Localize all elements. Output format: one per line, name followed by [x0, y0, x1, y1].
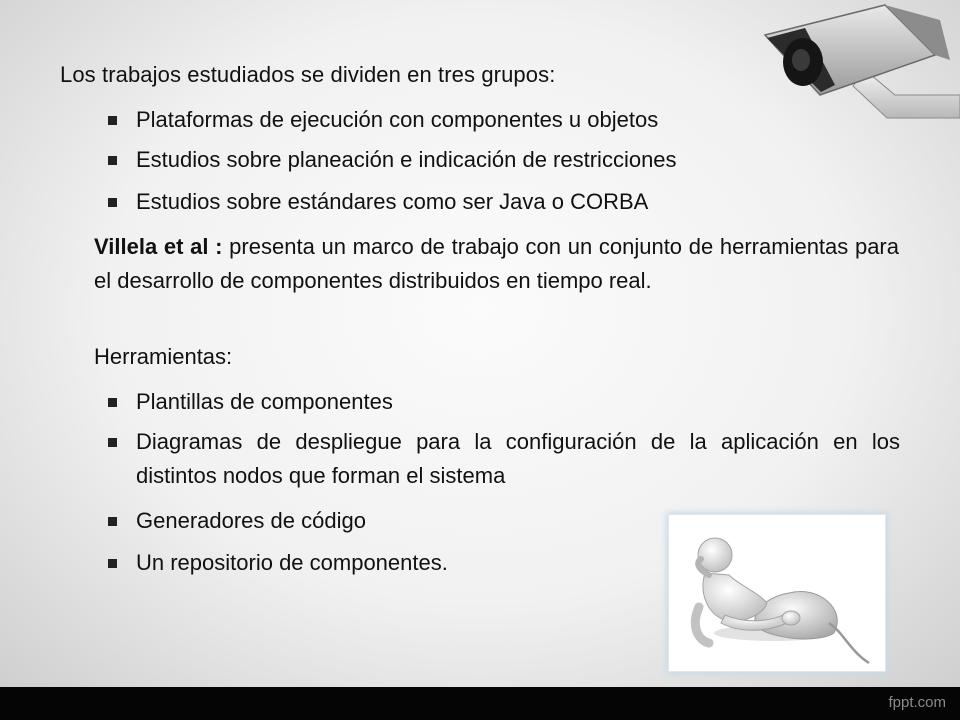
fppt-brand: fppt.com	[888, 694, 946, 711]
footer-bar	[0, 687, 960, 720]
thinker-image-frame	[668, 514, 886, 672]
square-bullet-icon	[108, 438, 117, 447]
security-camera-icon	[745, 0, 960, 150]
square-bullet-icon	[108, 517, 117, 526]
villela-paragraph	[94, 230, 899, 298]
intro-text: Los trabajos estudiados se dividen en tres grupos:	[60, 62, 556, 87]
thinking-person-on-mouse-icon	[669, 515, 885, 671]
square-bullet-icon	[108, 398, 117, 407]
slide: Los trabajos estudiados se dividen en tres grupos: Plataformas de ejecución con componentes u objetos Estudios sobre planeación e indicación de restricciones Estudios sobre estándares como ser Java o CORBA Villela et al : presenta un marco de trabajo con un conjunto de herramientas para el desarrollo de componentes distribuidos en tiempo real. Herramientas: Plantillas de componentes Diagramas de despliegue para la configuración de la aplicación en los distintos nodos que forman el sistema Generadores de código Un repositorio de componentes.	[0, 0, 960, 687]
square-bullet-icon	[108, 559, 117, 568]
tools-heading: Herramientas:	[94, 344, 233, 369]
villela-author: Villela et al :	[94, 234, 223, 259]
square-bullet-icon	[108, 116, 117, 125]
villela-description: presenta un marco de trabajo con un conjunto de herramientas para el desarrollo de componentes distribuidos en tiempo real.	[94, 234, 899, 293]
tool-bullet: Diagramas de despliegue para la configuración de la aplicación en los distintos nodos que forman el sistema	[108, 425, 900, 493]
square-bullet-icon	[108, 156, 117, 165]
square-bullet-icon	[108, 198, 117, 207]
